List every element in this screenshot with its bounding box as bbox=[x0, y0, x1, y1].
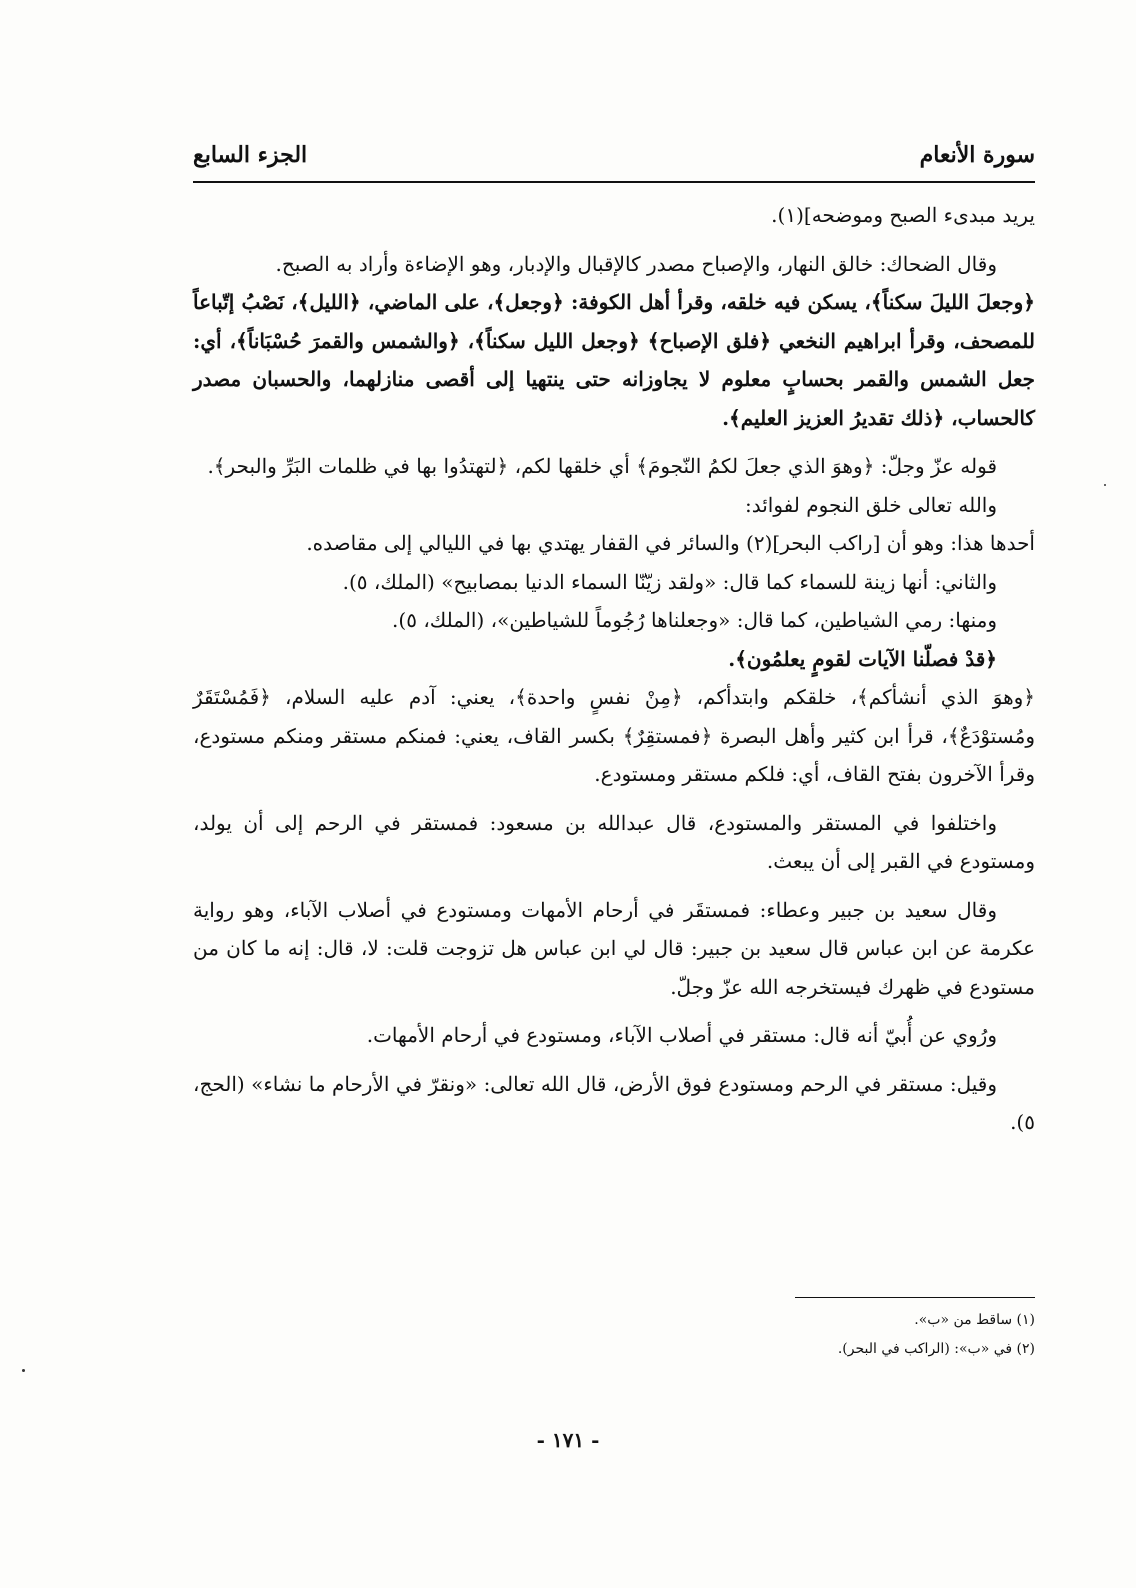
paragraph: وقيل: مستقر في الرحم ومستودع فوق الأرض، قال الله تعالى: «ونقرّ في الأرحام ما نشاء» (الحج، ٥). bbox=[193, 1071, 1035, 1134]
footnote: (١) ساقط من «ب». bbox=[914, 1312, 1035, 1328]
paragraph: ومنها: رمي الشياطين، كما قال: «وجعلناها رُجُوماً للشياطين»، (الملك، ٥). bbox=[392, 608, 997, 632]
page-number: - ١٧١ - bbox=[536, 1428, 600, 1452]
surah-title: سورة الأنعام bbox=[919, 142, 1035, 168]
paragraph: ﴿وهوَ الذي أنشأكم﴾، خلقكم وابتدأكم، ﴿مِنْ نفسٍ واحدة﴾، يعني: آدم عليه السلام، ﴿فَمُسْتَقَرٌ ومُستوْدَعٌ﴾، قرأ ابن كثير وأهل البصرة ﴿فمستقِرٌ﴾ بكسر القاف، يعني: فمنكم مستقر ومنكم مستودع، وقرأ الآخرون بفتح القاف، أي: فلكم مستقر ومستودع. bbox=[193, 685, 1035, 786]
paragraph: قوله عزّ وجلّ: ﴿وهوَ الذي جعلَ لكمُ النّجومَ﴾ أي خلقها لكم، ﴿لتهتدُوا بها في ظلمات البَرِّ والبحر﴾. bbox=[207, 454, 997, 478]
header-rule bbox=[193, 181, 1035, 183]
scan-speck bbox=[22, 1369, 25, 1372]
part-label: الجزء السابع bbox=[193, 142, 308, 168]
paragraph: ﴿وجعلَ الليلَ سكناً﴾، يسكن فيه خلقه، وقرأ أهل الكوفة: ﴿وجعل﴾، على الماضي، ﴿الليل﴾، نَصْبُ إتّباعاً للمصحف، وقرأ ابراهيم النخعي ﴿فلق الإصباح﴾ ﴿وجعل الليل سكناً﴾، ﴿والشمس والقمرَ حُسْبَاناً﴾، أي: جعل الشمس والقمر بحسابٍ معلوم لا يجاوزانه حتى ينتهيا إلى أقصى منازلهما، والحسبان مصدر كالحساب، ﴿ذلك تقديرُ العزيز العليم﴾. bbox=[193, 290, 1036, 430]
paragraph: ورُوي عن أُبيّ أنه قال: مستقر في أصلاب الآباء، ومستودع في أرحام الأمهات. bbox=[366, 1023, 997, 1047]
running-header bbox=[193, 142, 1035, 176]
paragraph: يريد مبدىء الصبح وموضحه](١). bbox=[771, 203, 1035, 227]
scan-speck bbox=[1104, 484, 1106, 486]
footnote-rule bbox=[795, 1297, 1035, 1298]
paragraph: والله تعالى خلق النجوم لفوائد: bbox=[744, 492, 997, 517]
paragraph: أحدها هذا: وهو أن [راكب البحر](٢) والسائر في القفار يهتدي بها في الليالي إلى مقاصده. bbox=[306, 531, 1035, 555]
paragraph: وقال سعيد بن جبير وعطاء: فمستقَر في أرحام الأمهات ومستودع في أصلاب الآباء، وهو رواية عكرمة عن ابن عباس قال سعيد بن جبير: قال لي ابن عباس هل تزوجت قلت: لا، قال: إنه ما كان من مستودع في ظهرك فيستخرجه الله عزّ وجلّ. bbox=[193, 897, 1035, 999]
paragraph: ﴿قدْ فصلّنا الآيات لقومٍ يعلمُون﴾. bbox=[728, 646, 997, 671]
footnotes bbox=[600, 1306, 1035, 1364]
paragraph: وقال الضحاك: خالق النهار، والإصباح مصدر كالإقبال والإدبار، وهو الإضاءة وأراد به الصبح. bbox=[275, 251, 997, 276]
paragraph: واختلفوا في المستقر والمستودع، قال عبدالله بن مسعود: فمستقر في الرحم إلى أن يولد، ومستودع في القبر إلى أن يبعث. bbox=[193, 810, 1035, 873]
main-text bbox=[193, 196, 1035, 1142]
paragraph: والثاني: أنها زينة للسماء كما قال: «ولقد زيّنّا السماء الدنيا بمصابيح» (الملك، ٥). bbox=[342, 569, 997, 594]
footnote: (٢) في «ب»: (الراكب في البحر). bbox=[837, 1341, 1035, 1357]
